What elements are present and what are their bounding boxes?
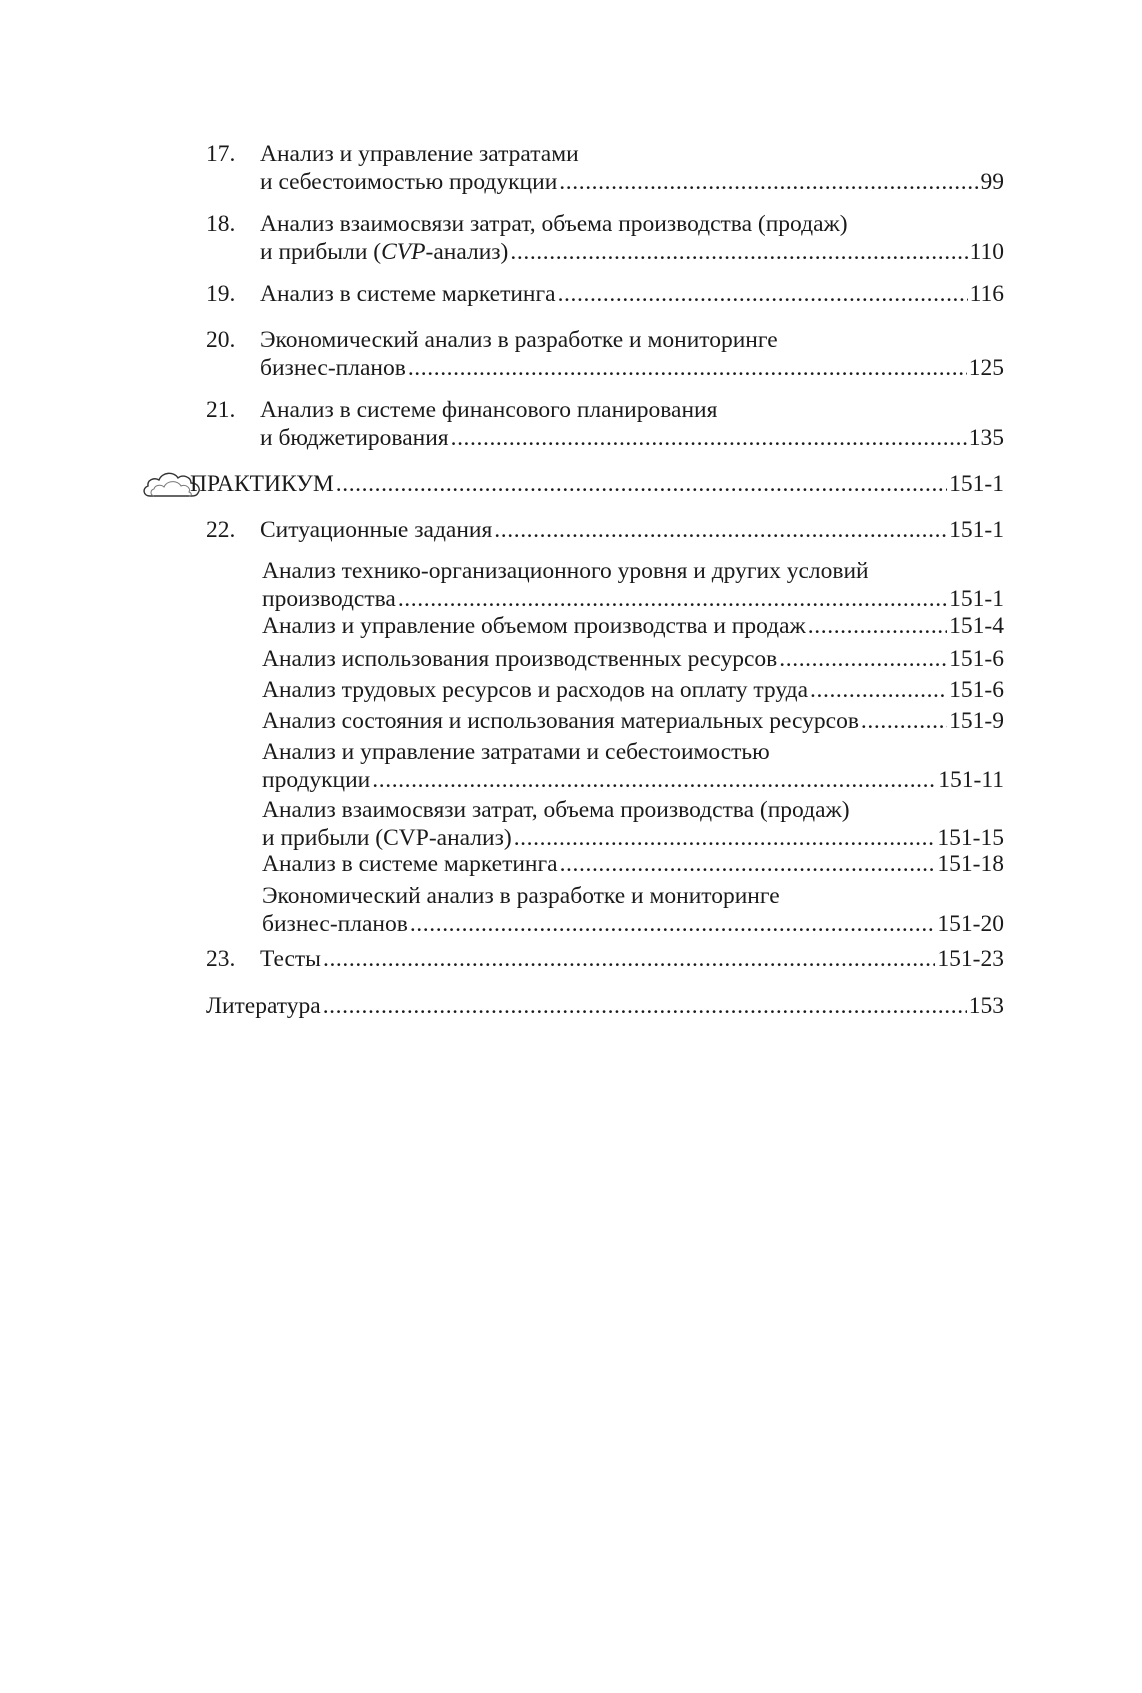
toc-entry-number: 21.	[206, 397, 236, 423]
toc-subentry[interactable]	[262, 796, 1004, 852]
title-italic: CVP	[381, 239, 426, 265]
leader-dots	[494, 516, 947, 544]
page-number: 151-6	[949, 646, 1004, 672]
toc-entry-number: 20.	[206, 327, 236, 353]
toc-entry-title-cont: и себестоимостью продукции	[260, 169, 558, 195]
page-number: 116	[969, 281, 1004, 307]
toc-entry-22[interactable]	[260, 516, 1004, 544]
page-number: 151-6	[949, 677, 1004, 703]
page-number: 153	[968, 993, 1004, 1019]
leader-dots	[810, 676, 947, 704]
page-number: 151-4	[949, 613, 1004, 639]
toc-entry-line	[260, 168, 1004, 196]
toc-entry-line	[262, 766, 1004, 794]
toc-entry-title: Анализ и управление объемом производства и продаж	[262, 613, 806, 639]
toc-entry-line	[206, 992, 1004, 1020]
leader-dots	[398, 585, 947, 613]
toc-entry-title: Анализ технико-организационного уровня и других условий	[262, 558, 869, 584]
toc-entry-line	[262, 707, 1004, 735]
toc-entry-title: Экономический анализ в разработке и мониторинге	[262, 883, 780, 909]
toc-entry-title: Ситуационные задания	[260, 517, 493, 543]
toc-entry-title-cont: продукции	[262, 767, 371, 793]
page-number: 151-1	[949, 517, 1004, 543]
page-number: 125	[968, 355, 1004, 381]
leader-dots	[323, 945, 935, 973]
toc-entry-number: 19.	[206, 281, 236, 307]
leader-dots	[560, 850, 936, 878]
toc-entry-number: 17.	[206, 141, 236, 167]
toc-entry-line	[262, 612, 1004, 640]
toc-entry-line	[260, 280, 1004, 308]
leader-dots	[451, 424, 967, 452]
toc-subentry[interactable]	[262, 645, 1004, 673]
toc-entry-line	[262, 850, 1004, 878]
toc-entry-21[interactable]	[260, 396, 1004, 452]
toc-entry-title-cont	[260, 238, 508, 266]
leader-dots	[559, 168, 978, 196]
toc-entry-line	[190, 470, 1004, 498]
toc-entry-number: 23.	[206, 946, 236, 972]
toc-entry-line	[262, 824, 1004, 852]
toc-entry-title: Анализ трудовых ресурсов и расходов на оплату труда	[262, 677, 809, 703]
toc-entry-title-cont: и прибыли (CVP-анализ)	[262, 825, 512, 851]
leader-dots	[410, 910, 936, 938]
toc-entry-line	[262, 585, 1004, 613]
leader-dots	[779, 645, 947, 673]
toc-subentry[interactable]	[262, 850, 1004, 878]
leader-dots	[336, 470, 947, 498]
toc-subentry[interactable]	[262, 676, 1004, 704]
toc-entry-23[interactable]	[260, 945, 1004, 973]
toc-entry-title-cont: бизнес-планов	[260, 355, 406, 381]
toc-entry-number: 22.	[206, 517, 236, 543]
toc-entry-title: Литература	[206, 993, 321, 1019]
toc-subentry[interactable]	[262, 557, 1004, 613]
toc-subentry[interactable]	[262, 707, 1004, 735]
toc-entry-title: Экономический анализ в разработке и мониторинге	[260, 327, 778, 353]
toc-subentry[interactable]	[262, 738, 1004, 794]
toc-entry-title: Анализ состояния и использования материальных ресурсов	[262, 708, 859, 734]
toc-entry-17[interactable]	[260, 140, 1004, 196]
leader-dots	[514, 824, 936, 852]
toc-entry-title: Анализ в системе маркетинга	[260, 281, 556, 307]
toc-entry-line	[262, 910, 1004, 938]
page-number: 151-1	[949, 586, 1004, 612]
page-number: 151-20	[937, 911, 1004, 937]
toc-entry-line	[260, 516, 1004, 544]
page-number: 151-1	[949, 471, 1004, 497]
toc-entry-line	[260, 945, 1004, 973]
leader-dots	[323, 992, 967, 1020]
toc-entry-line	[260, 424, 1004, 452]
toc-entry-line	[262, 676, 1004, 704]
toc-entry-20[interactable]	[260, 326, 1004, 382]
leader-dots	[808, 612, 947, 640]
leader-dots	[558, 280, 968, 308]
page-number: 99	[980, 169, 1004, 195]
toc-entry-title-cont: производства	[262, 586, 396, 612]
toc-entry-title: Анализ взаимосвязи затрат, объема производства (продаж)	[260, 211, 848, 237]
page-number: 135	[968, 425, 1004, 451]
leader-dots	[408, 354, 967, 382]
toc-subentry[interactable]	[262, 882, 1004, 938]
toc-entry-practicum[interactable]	[190, 470, 1004, 498]
toc-entry-title: Анализ и управление затратами и себестоимостью	[262, 739, 770, 765]
toc-entry-line	[262, 645, 1004, 673]
toc-entry-title: ПРАКТИКУМ	[190, 471, 334, 497]
leader-dots	[372, 766, 936, 794]
page-number: 110	[969, 239, 1004, 265]
page-number: 151-23	[937, 946, 1004, 972]
leader-dots	[510, 238, 967, 266]
toc-entry-title-cont: и бюджетирования	[260, 425, 449, 451]
page-number: 151-9	[949, 708, 1004, 734]
toc-entry-title: Анализ взаимосвязи затрат, объема производства (продаж)	[262, 797, 850, 823]
page-number: 151-18	[937, 851, 1004, 877]
page-number: 151-15	[937, 825, 1004, 851]
toc-entry-title: Анализ использования производственных ресурсов	[262, 646, 778, 672]
toc-entry-title: Тесты	[260, 946, 321, 972]
title-part: и прибыли (	[260, 239, 382, 265]
toc-entry-line	[260, 354, 1004, 382]
toc-entry-number: 18.	[206, 211, 236, 237]
page-number: 151-11	[938, 767, 1004, 793]
toc-entry-19[interactable]	[260, 280, 1004, 308]
toc-entry-literature[interactable]	[206, 992, 1004, 1020]
leader-dots	[861, 707, 947, 735]
toc-subentry[interactable]	[262, 612, 1004, 640]
toc-entry-line	[260, 238, 1004, 266]
toc-entry-title: Анализ и управление затратами	[260, 141, 579, 167]
toc-entry-title: Анализ в системе маркетинга	[262, 851, 558, 877]
toc-entry-title: Анализ в системе финансового планирования	[260, 397, 718, 423]
toc-entry-title-cont: бизнес-планов	[262, 911, 408, 937]
toc-entry-18[interactable]	[260, 210, 1004, 266]
title-part: -анализ)	[425, 239, 509, 265]
